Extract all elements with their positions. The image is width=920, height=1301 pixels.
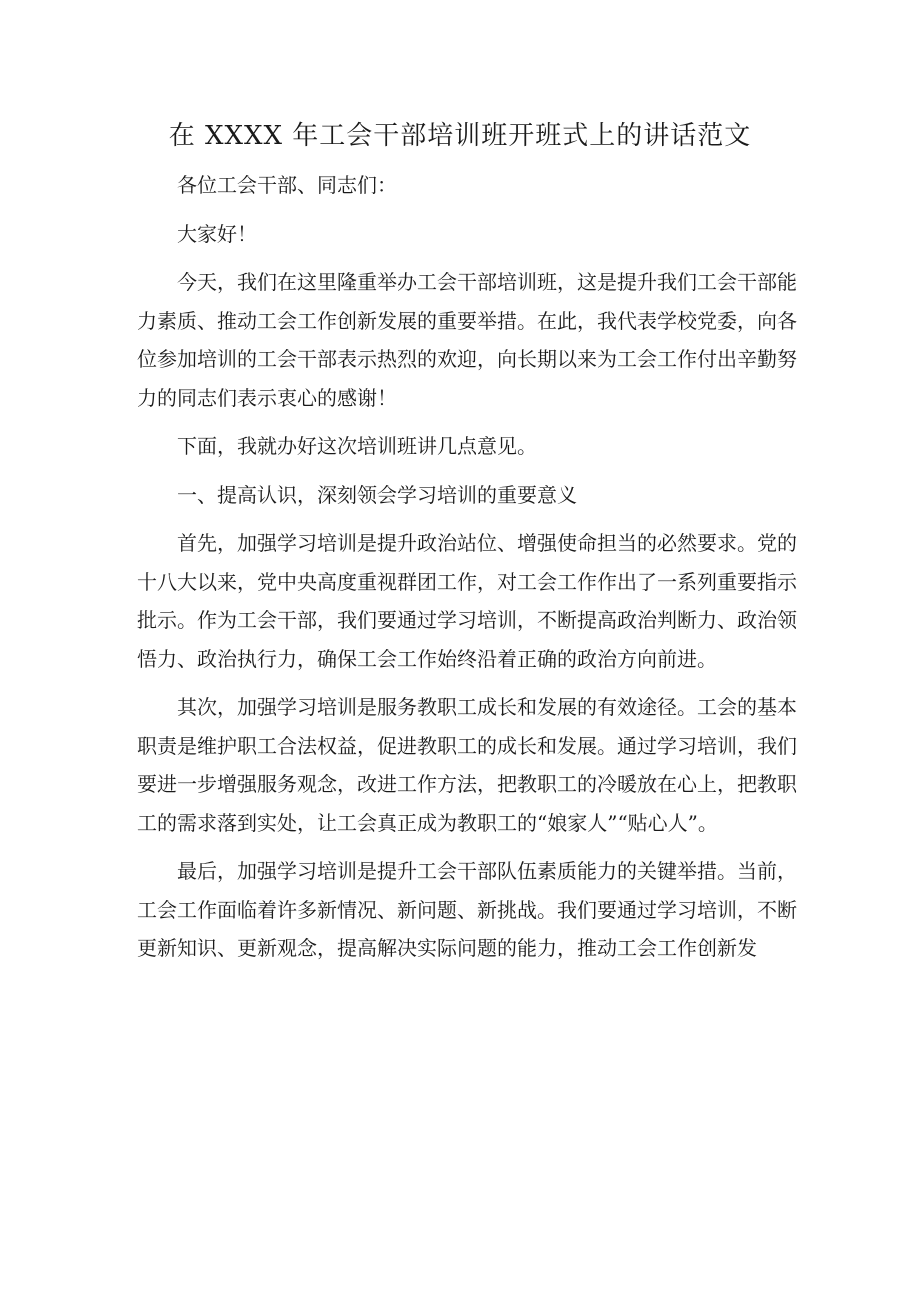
document-title: 在 XXXX 年工会干部培训班开班式上的讲话范文 <box>168 121 752 151</box>
paragraph-transition: 下面，我就办好这次培训班讲几点意见。 <box>177 434 537 458</box>
section-heading-1: 一、提高认识，深刻领会学习培训的重要意义 <box>177 482 577 507</box>
paragraph-third-point: 最后，加强学习培训是提升工会干部队伍素质能力的关键举措。当前，工会工作面临着许多新情况、新问题、新挑战。我们要通过学习培训，不断更新知识、更新观念，提高解决实际问题的能力，推动工会工作创新发 <box>137 859 797 960</box>
salutation: 各位工会干部、同志们： <box>177 173 397 197</box>
document-body <box>137 166 797 978</box>
paragraph-opening: 今天，我们在这里隆重举办工会干部培训班，这是提升我们工会干部能力素质、推动工会工作创新发展的重要举措。在此，我代表学校党委，向各位参加培训的工会干部表示热烈的欢迎，向长期以来为工会工作付出辛勤努力的同志们表示衷心的感谢！ <box>137 270 797 410</box>
paragraph-first-point: 首先，加强学习培训是提升政治站位、增强使命担当的必然要求。党的十八大以来，党中央高度重视群团工作，对工会工作作出了一系列重要指示批示。作为工会干部，我们要通过学习培训，不断提高政治判断力、政治领悟力、政治执行力，确保工会工作始终沿着正确的政治方向前进。 <box>137 531 797 671</box>
paragraph-second-point: 其次，加强学习培训是服务教职工成长和发展的有效途径。工会的基本职责是维护职工合法权益，促进教职工的成长和发展。通过学习培训，我们要进一步增强服务观念，改进工作方法，把教职工的冷暖放在心上，把教职工的需求落到实处，让工会真正成为教职工的“娘家人”“贴心人”。 <box>137 695 797 835</box>
greeting: 大家好！ <box>177 221 257 246</box>
